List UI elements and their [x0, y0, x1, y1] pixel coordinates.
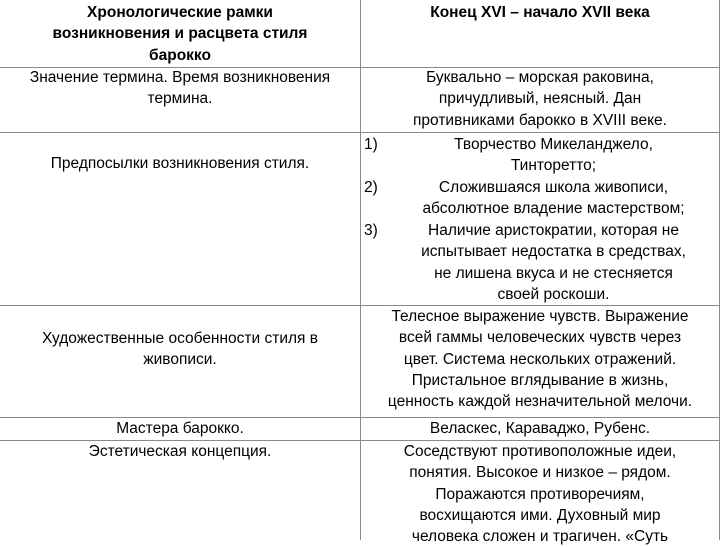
- preconditions-label-cell: Предпосылки возникновения стиля.: [50, 155, 310, 172]
- aesthetic-value-cell: Соседствуют противоположные идеи, понятия. Высокое и низкое – рядом. Поражаются противоречиям, восхищаются ими. Духовный мир человека сложен и трагичен. «Суть: [403, 443, 677, 546]
- item-number: 1): [364, 136, 378, 153]
- term-value-cell: Буквально – морская раковина, причудливый, неясный. Дан противниками барокко в XVIII веке.: [413, 69, 667, 129]
- masters-label-cell: Мастера барокко.: [116, 420, 244, 437]
- item-text: Сложившаяся школа живописи, абсолютное владение мастерством;: [422, 179, 685, 218]
- item-number: 3): [364, 222, 378, 239]
- masters-value-cell: Веласкес, Караваджо, Рубенс.: [429, 420, 651, 437]
- features-label-cell: Художественные особенности стиля в живописи.: [42, 330, 318, 369]
- aesthetic-label-cell: Эстетическая концепция.: [88, 443, 272, 460]
- item-text: Творчество Микеланджело, Тинторетто;: [454, 136, 653, 175]
- term-label-cell: Значение термина. Время возникновения термина.: [29, 69, 331, 108]
- header-right-cell: Конец XVI – начало XVII века: [430, 4, 650, 21]
- item-number: 2): [364, 179, 378, 196]
- features-value-cell: Телесное выражение чувств. Выражение всей гаммы человеческих чувств через цвет. Система нескольких отражений. Пристальное вглядывание в жизнь, ценность каждой незначительной мелочи.: [387, 308, 693, 411]
- row-divider: [0, 132, 720, 133]
- header-left-cell: Хронологические рамки возникновения и расцвета стиля барокко: [52, 4, 308, 64]
- item-text: Наличие аристократии, которая не испытывает недостатка в средствах, не лишена вкуса и не стесняется своей роскоши.: [421, 222, 686, 303]
